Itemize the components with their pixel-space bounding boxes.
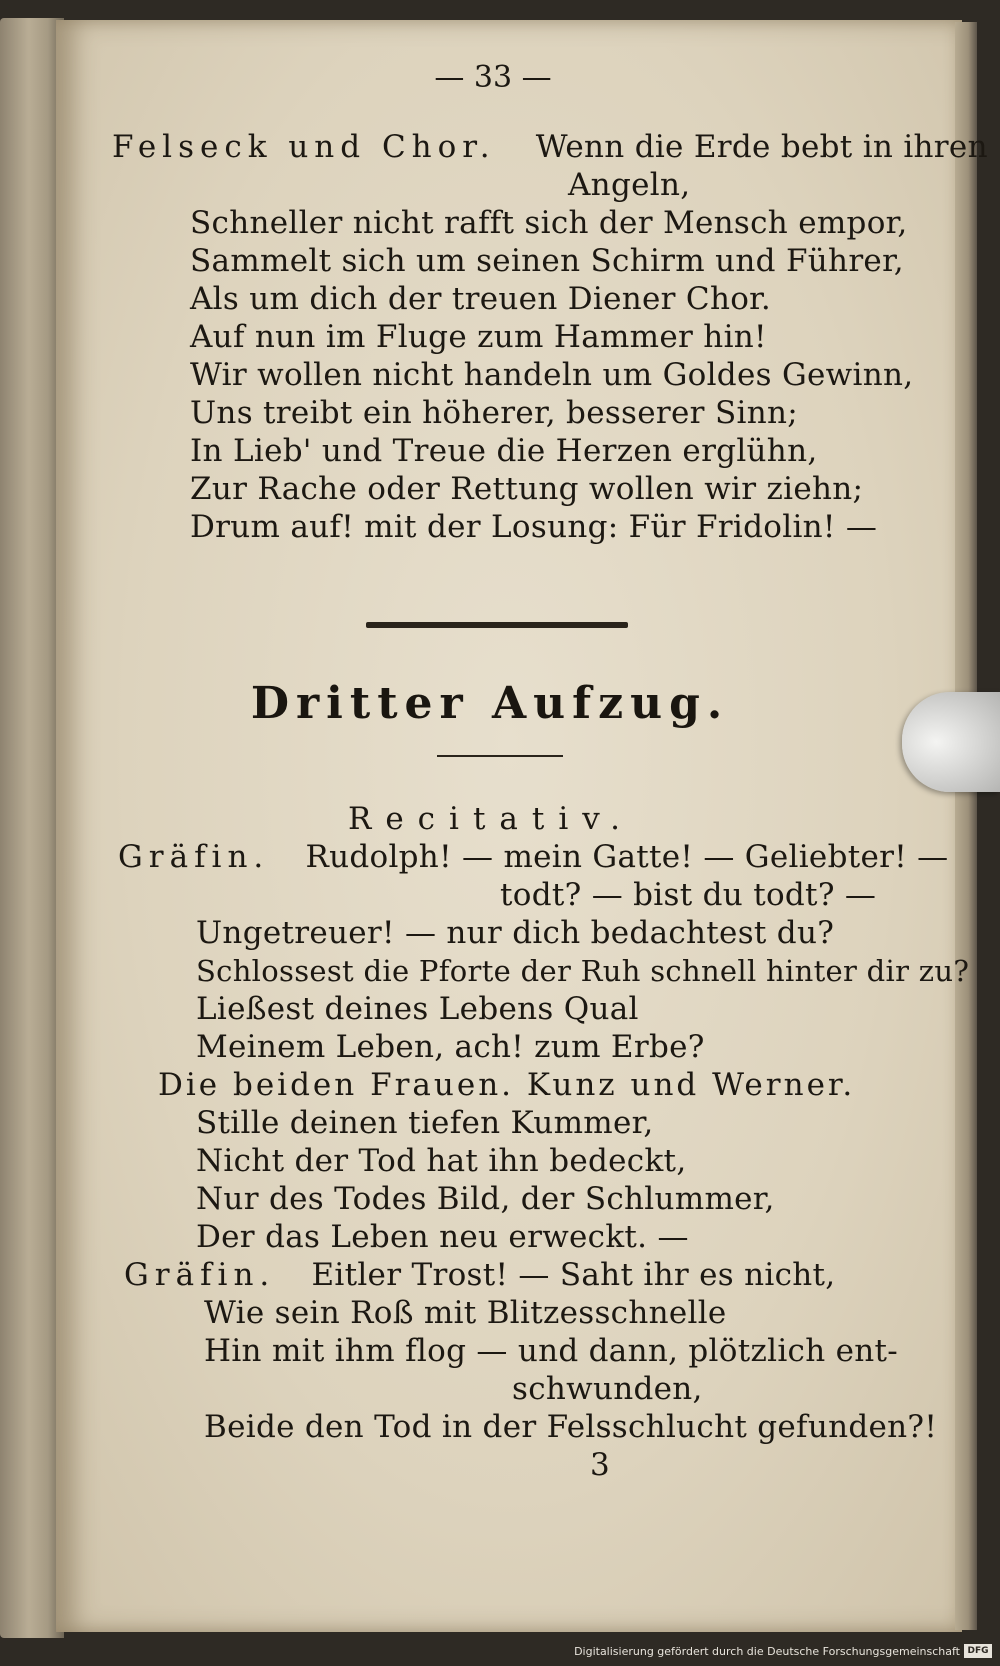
footer-credit: Digitalisierung gefördert durch die Deutsche Forschungsgemeinschaft	[574, 1645, 960, 1658]
verse-line: Drum auf! mit der Losung: Für Fridolin! —	[190, 509, 878, 545]
verse-line: Hin mit ihm flog — und dann, plötzlich ent-	[204, 1333, 899, 1369]
verse-line: Der das Leben neu erweckt. —	[196, 1219, 689, 1255]
section-subtitle: Recitativ.	[348, 801, 634, 837]
page-number: — 33 —	[434, 60, 552, 95]
section-divider	[366, 622, 628, 628]
verse-line: Auf nun im Fluge zum Hammer hin!	[190, 319, 767, 355]
heading-underline	[437, 755, 563, 757]
page-edge	[955, 22, 977, 1630]
verse-line	[124, 1256, 835, 1294]
verse-line: Nur des Todes Bild, der Schlummer,	[196, 1181, 775, 1217]
signature-mark: 3	[590, 1447, 611, 1483]
verse-line: Beide den Tod in der Felsschlucht gefunden?!	[204, 1409, 938, 1445]
verse-line: schwunden,	[512, 1371, 703, 1407]
verse-line: Ungetreuer! — nur dich bedachtest du?	[196, 915, 835, 951]
verse-line: In Lieb' und Treue die Herzen erglühn,	[190, 433, 818, 469]
verse-text: Wenn die Erde bebt in ihren	[535, 129, 988, 165]
dfg-logo: DFG	[964, 1644, 992, 1658]
verse-line: Schlossest die Pforte der Ruh schnell hinter dir zu?	[196, 954, 970, 988]
verse-line: Uns treibt ein höherer, besserer Sinn;	[190, 395, 798, 431]
verse-text: Rudolph! — mein Gatte! — Geliebter! —	[305, 839, 949, 875]
speaker-name: Felseck und Chor.	[112, 129, 496, 165]
verse-line: Schneller nicht rafft sich der Mensch empor,	[190, 205, 908, 241]
act-heading: Dritter Aufzug.	[250, 678, 730, 729]
verse-line: Stille deinen tiefen Kummer,	[196, 1105, 654, 1141]
verse-line: Angeln,	[568, 167, 691, 203]
left-page-stack	[0, 18, 64, 1638]
verse-line: Als um dich der treuen Diener Chor.	[190, 281, 772, 317]
speaker-name: Gräfin.	[124, 1257, 276, 1293]
verse-line: Nicht der Tod hat ihn bedeckt,	[196, 1143, 687, 1179]
verse-line: Wie sein Roß mit Blitzesschnelle	[204, 1295, 727, 1331]
verse-line: Zur Rache oder Rettung wollen wir ziehn;	[190, 471, 864, 507]
verse-line: Sammelt sich um seinen Schirm und Führer,	[190, 243, 904, 279]
verse-line	[118, 838, 948, 876]
verse-line: Meinem Leben, ach! zum Erbe?	[196, 1029, 705, 1065]
verse-line: todt? — bist du todt? —	[500, 877, 877, 913]
speaker-name: Die beiden Frauen. Kunz und Werner.	[158, 1067, 856, 1103]
verse-line: Wir wollen nicht handeln um Goldes Gewinn,	[190, 357, 914, 393]
verse-text: Eitler Trost! — Saht ihr es nicht,	[311, 1257, 836, 1293]
speaker-name: Gräfin.	[118, 839, 270, 875]
verse-line	[112, 128, 988, 166]
page-clip-tab	[902, 692, 1000, 792]
verse-line: Ließest deines Lebens Qual	[196, 991, 639, 1027]
